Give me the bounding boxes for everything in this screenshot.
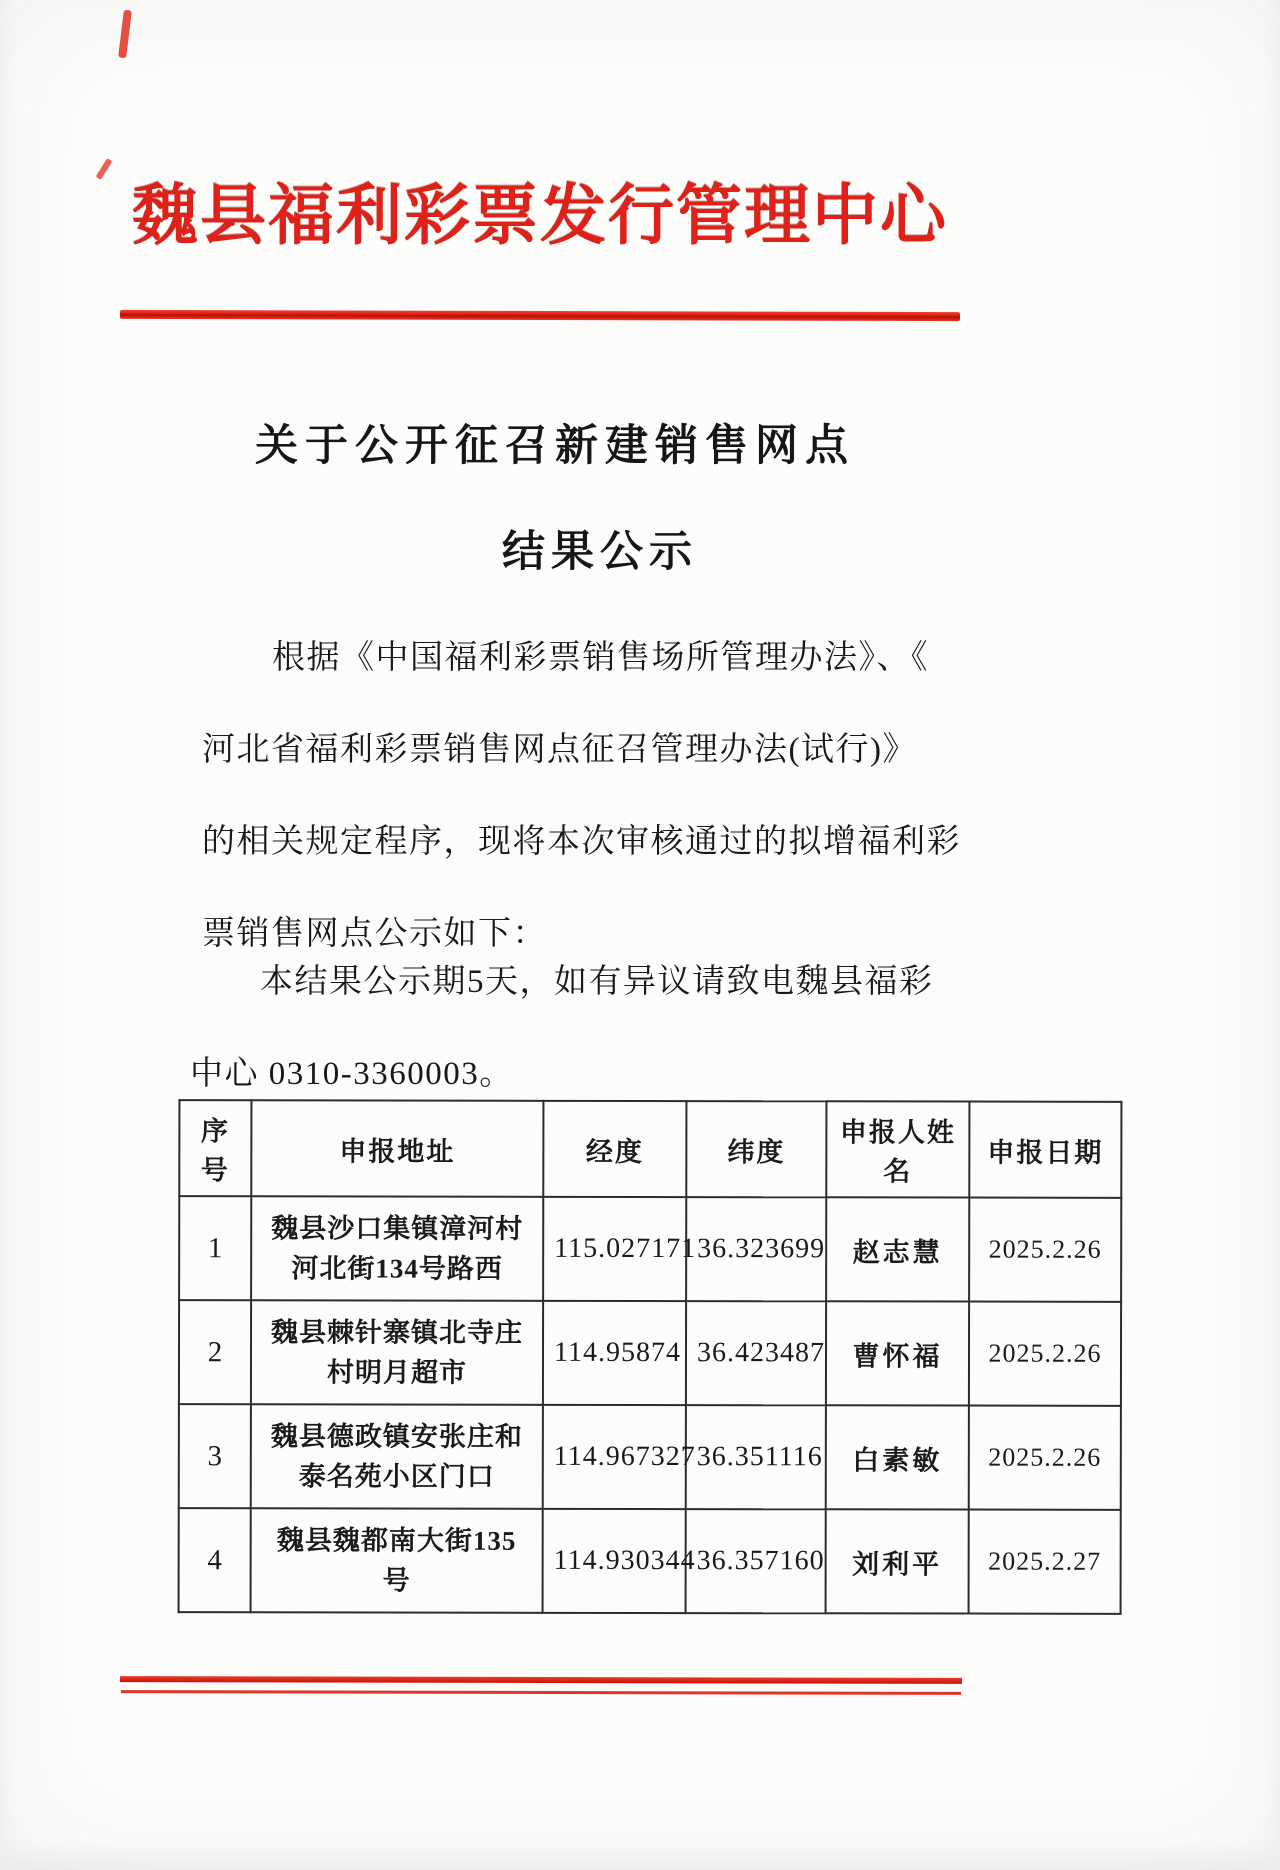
column-header-date: 申报日期 xyxy=(969,1102,1121,1198)
paragraph-line: 中心 0310-3360003。 xyxy=(190,1056,514,1092)
column-header-seq: 序号 xyxy=(179,1100,251,1196)
cell-date: 2025.2.26 xyxy=(969,1302,1121,1406)
document-title-line2: 结果公示 xyxy=(502,529,698,576)
cell-applicant: 白素敏 xyxy=(826,1405,969,1509)
cell-seq: 1 xyxy=(179,1196,251,1300)
table-row xyxy=(179,1300,1121,1406)
cell-applicant: 赵志慧 xyxy=(826,1197,969,1301)
table-header-row xyxy=(179,1100,1121,1198)
red-scan-mark-icon xyxy=(118,10,132,59)
cell-date: 2025.2.26 xyxy=(969,1406,1121,1510)
letterhead-org-name: 魏县福利彩票发行管理中心 xyxy=(132,180,948,253)
letterhead-red-rule xyxy=(120,310,960,321)
column-header-latitude: 纬度 xyxy=(686,1101,826,1197)
cell-longitude: 114.967327 xyxy=(543,1405,686,1509)
column-header-longitude: 经度 xyxy=(543,1101,686,1197)
cell-seq: 3 xyxy=(179,1404,251,1508)
table-row xyxy=(179,1196,1121,1302)
cell-address: 魏县魏都南大街135号 xyxy=(251,1508,543,1613)
cell-seq: 2 xyxy=(179,1300,251,1404)
applicants-table xyxy=(178,1099,1123,1615)
cell-date: 2025.2.26 xyxy=(969,1198,1121,1302)
cell-latitude: 36.351116 xyxy=(686,1405,826,1509)
body-paragraph-publicity-period xyxy=(190,936,965,1120)
paragraph-line: 河北省福利彩票销售网点征召管理办法(试行)》 xyxy=(202,732,917,768)
table-row xyxy=(179,1508,1121,1614)
cell-latitude: 36.323699 xyxy=(686,1197,826,1301)
paragraph-line: 的相关规定程序，现将本次审核通过的拟增福利彩 xyxy=(202,824,961,860)
cell-seq: 4 xyxy=(179,1508,251,1612)
cell-date: 2025.2.27 xyxy=(969,1510,1121,1614)
document-title-line1: 关于公开征召新建销售网点 xyxy=(255,423,855,470)
column-header-address: 申报地址 xyxy=(251,1100,543,1197)
cell-address: 魏县沙口集镇漳河村河北街134号路西 xyxy=(251,1196,543,1301)
paragraph-line: 根据《中国福利彩票销售场所管理办法》、《 xyxy=(272,640,929,676)
cell-longitude: 114.95874 xyxy=(543,1301,686,1405)
cell-longitude: 114.930344 xyxy=(543,1509,686,1613)
table-row xyxy=(179,1404,1121,1510)
cell-address: 魏县德政镇安张庄和泰名苑小区门口 xyxy=(251,1404,543,1509)
cell-applicant: 曹怀福 xyxy=(826,1301,969,1405)
cell-address: 魏县棘针寨镇北寺庄村明月超市 xyxy=(251,1300,543,1405)
cell-latitude: 36.357160 xyxy=(686,1509,826,1613)
cell-applicant: 刘利平 xyxy=(826,1509,969,1613)
column-header-applicant: 申报人姓名 xyxy=(826,1101,969,1197)
cell-longitude: 115.027171 xyxy=(543,1197,686,1301)
paragraph-line: 本结果公示期5天，如有异议请致电魏县福彩 xyxy=(260,964,934,1000)
footer-red-rule-thick xyxy=(120,1676,962,1684)
paragraph-line: 票销售网点公示如下： xyxy=(202,916,547,952)
cell-latitude: 36.423487 xyxy=(686,1301,826,1405)
footer-red-rule-thin xyxy=(121,1690,961,1695)
body-paragraph-basis xyxy=(202,612,977,980)
